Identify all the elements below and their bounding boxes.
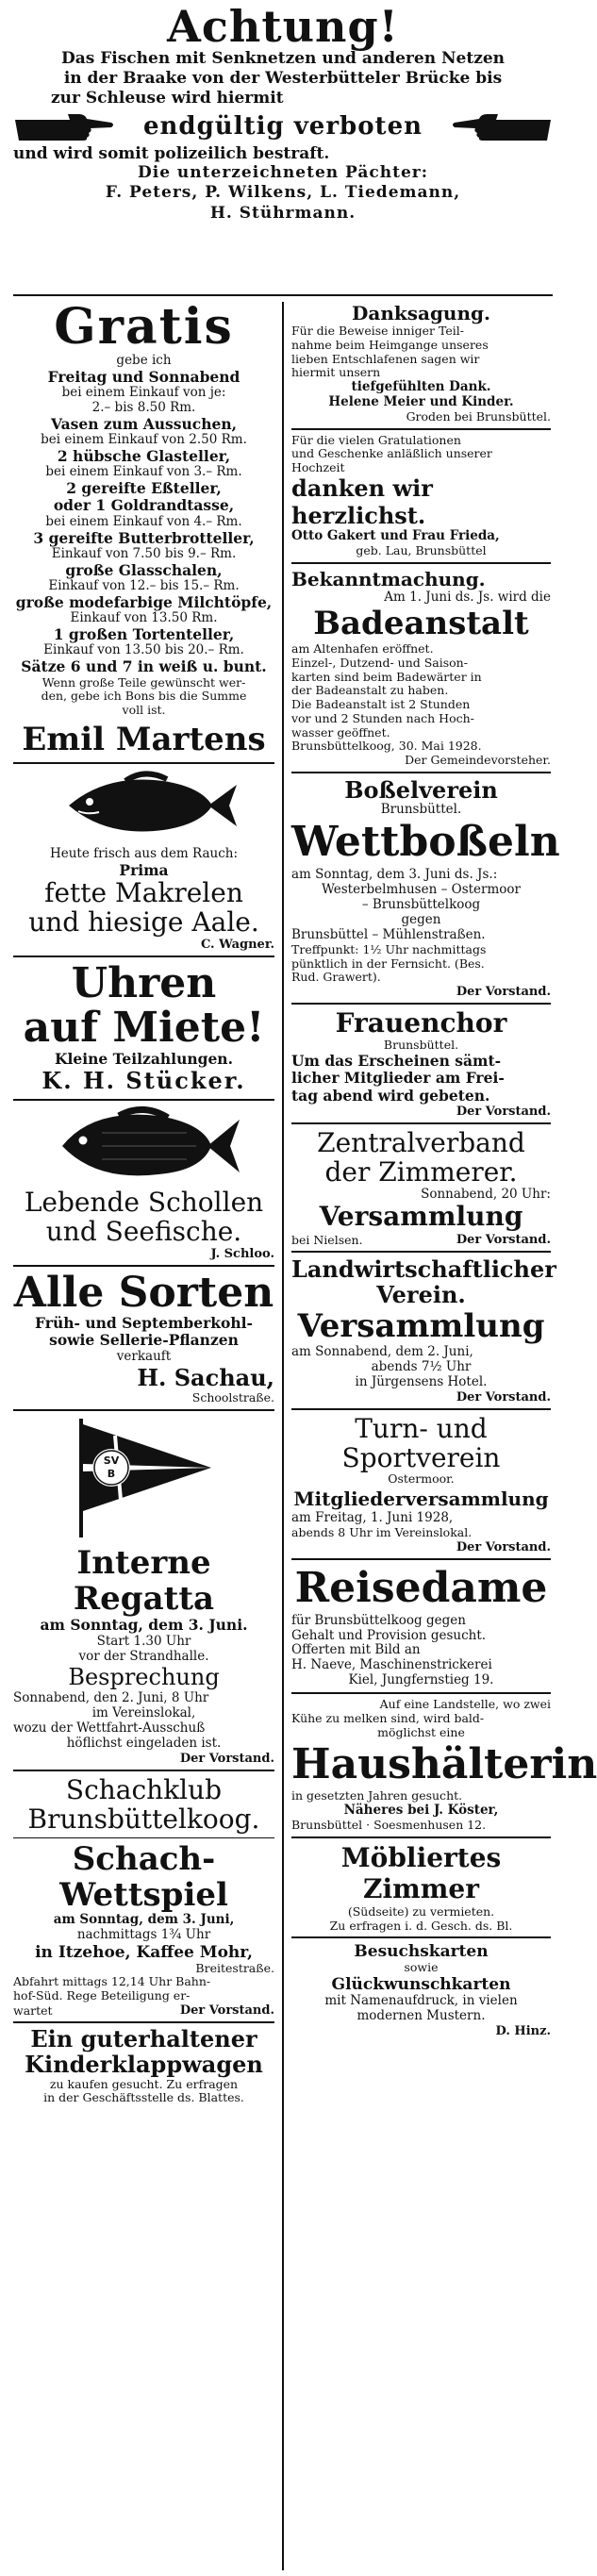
- notice-highlight: endgültig verboten: [142, 111, 423, 141]
- frauenchor-place: Brunsbüttel.: [383, 1038, 459, 1053]
- badeanstalt-line: Die Badeanstalt ist 2 Stunden: [291, 697, 471, 712]
- schach-line: am Sonntag, dem 3. Juni,: [53, 1911, 235, 1927]
- gratulation-signed: Otto Gakert und Frau Frieda,: [291, 528, 500, 544]
- badeanstalt-line: Einzel-, Dutzend- und Saison-: [291, 655, 468, 670]
- gratis-line: gebe ich: [116, 352, 172, 368]
- frauenchor-title: Frauenchor: [335, 1007, 507, 1039]
- kinderwagen-line: in der Geschäftsstelle ds. Blattes.: [43, 2090, 244, 2105]
- haushaelterin-line: Kühe zu melken sind, wird bald-: [291, 1711, 485, 1725]
- regatta-subtitle: Besprechung: [68, 1664, 220, 1691]
- schach-line: Abfahrt mittags 12,14 Uhr Bahn-: [13, 1974, 211, 1989]
- regatta-place: vor der Strandhalle.: [78, 1648, 209, 1664]
- gratulation-line: Für die vielen Gratulationen: [291, 432, 461, 447]
- haushaelterin-line: möglichst eine: [377, 1724, 465, 1739]
- badeanstalt-ad: [291, 568, 551, 768]
- schach-club: Schachklub: [65, 1773, 223, 1805]
- schach-line: in Itzehoe, Kaffee Mohr,: [35, 1942, 253, 1962]
- gratis-line: Einkauf von 13.50 bis 20.– Rm.: [43, 642, 244, 658]
- divider: [291, 1692, 551, 1694]
- danksagung-title: Danksagung.: [352, 302, 490, 324]
- bosseln-line: Brunsbüttel – Mühlenstraßen.: [291, 926, 486, 942]
- gratis-line: Sätze 6 und 7 in weiß u. bunt.: [21, 657, 267, 676]
- badeanstalt-big: Badeanstalt: [313, 605, 529, 643]
- kinderwagen-title: Kinderklappwagen: [25, 2050, 263, 2078]
- gratis-signature: Emil Martens: [22, 720, 266, 758]
- uhren-title: Uhren: [71, 958, 217, 1007]
- top-notice: [13, 1, 553, 224]
- bosseln-title: Brunsbüttel.: [380, 802, 462, 818]
- bosseln-title: Boßelverein: [344, 775, 498, 804]
- gratis-line: Einkauf von 12.– bis 15.– Rm.: [48, 578, 240, 594]
- bosseln-line: am Sonntag, dem 3. Juni ds. Js.:: [291, 867, 498, 883]
- divider: [13, 1837, 274, 1838]
- uhren-title: auf Miete!: [23, 1004, 265, 1053]
- bosseln-signature: Der Vorstand.: [456, 985, 551, 1000]
- notice-signed-intro: Die unterzeichneten Pächter:: [138, 163, 428, 183]
- reisedame-line: Gehalt und Provision gesucht.: [291, 1627, 487, 1643]
- karten-line: modernen Mustern.: [357, 2008, 486, 2024]
- zimmerer-line: Sonnabend, 20 Uhr:: [421, 1186, 551, 1202]
- zimmerer-footer: [291, 1233, 551, 1247]
- karten-line: sowie: [404, 1960, 439, 1975]
- gratis-line: bei einem Einkauf von je:: [61, 384, 226, 400]
- makrelen-line: fette Makrelen: [44, 877, 243, 909]
- badeanstalt-line: karten sind beim Badewärter in: [291, 669, 482, 684]
- gratis-line: bei einem Einkauf von 4.– Rm.: [45, 513, 242, 529]
- gratis-line: bei einem Einkauf von 2.50 Rm.: [41, 431, 247, 447]
- landwirt-line: abends 7½ Uhr: [371, 1358, 472, 1374]
- badeanstalt-line: Am 1. Juni ds. Js. wird die: [384, 590, 551, 606]
- schach-title: Schach-Wettspiel: [59, 1839, 228, 1914]
- danksagung-ad: [291, 302, 551, 424]
- gratis-line: bei einem Einkauf von 3.– Rm.: [45, 464, 242, 480]
- sorten-ad: [13, 1268, 274, 1406]
- bosseln-line: Treffpunkt: 1½ Uhr nachmittags: [291, 941, 487, 956]
- frauenchor-signature: Der Vorstand.: [456, 1104, 551, 1119]
- notice-title: Achtung!: [167, 1, 399, 52]
- notice-line: zur Schleuse wird hiermit: [51, 88, 284, 108]
- landwirt-title: Landwirtschaftlicher: [291, 1255, 556, 1283]
- zimmer-line: Zu erfragen i. d. Gesch. ds. Bl.: [329, 1918, 513, 1933]
- reisedame-line: für Brunsbüttelkoog gegen: [291, 1612, 466, 1628]
- schach-line: wartet: [13, 2003, 53, 2018]
- badeanstalt-line: wasser geöffnet.: [291, 724, 390, 740]
- landwirt-ad: [291, 1255, 556, 1404]
- pennant-letters: SV: [103, 1454, 119, 1468]
- uhren-signature: K. H. Stücker.: [41, 1067, 246, 1095]
- haushaelterin-line: Brunsbüttel · Soesmenhusen 12.: [291, 1817, 487, 1832]
- zimmerer-big: Versammlung: [319, 1201, 523, 1233]
- karten-line: mit Namenaufdruck, in vielen: [324, 1993, 518, 2009]
- schach-signature: Der Vorstand.: [179, 2003, 274, 2018]
- regatta-signature: Der Vorstand.: [179, 1751, 274, 1766]
- regatta-start: Start 1.30 Uhr: [96, 1633, 191, 1649]
- fish-icon: [45, 1105, 243, 1184]
- danksagung-line: nahme beim Heimgange unseres: [291, 337, 489, 352]
- schach-line: nachmittags 1¾ Uhr: [76, 1926, 211, 1942]
- pointing-hand-left-icon: [449, 110, 553, 142]
- kinderwagen-ad: [13, 2024, 274, 2105]
- regatta-title: Interne Regatta: [73, 1544, 215, 1619]
- divider: [291, 772, 551, 773]
- reisedame-line: Kiel, Jungfernstieg 19.: [348, 1672, 494, 1688]
- badeanstalt-date: Brunsbüttelkoog, 30. Mai 1928.: [291, 739, 482, 754]
- divider: [291, 1003, 551, 1005]
- landwirt-line: am Sonnabend, dem 2. Juni,: [291, 1343, 473, 1359]
- schollen-signature: J. Schloo.: [210, 1246, 274, 1261]
- divider: [291, 1936, 551, 1938]
- badeanstalt-signature: Der Gemeindevorsteher.: [405, 753, 551, 768]
- karten-line: Besuchskarten: [354, 1942, 489, 1962]
- gratis-line: voll ist.: [122, 703, 166, 718]
- turn-big: Mitgliederversammlung: [293, 1487, 549, 1511]
- zimmerer-ad: [291, 1128, 551, 1247]
- haushaelterin-ad: [291, 1697, 597, 1832]
- notice-line: und wird somit polizeilich bestraft.: [13, 143, 330, 163]
- club-pennant-icon: [74, 1417, 215, 1539]
- notice-highlight-row: [13, 110, 553, 142]
- divider: [13, 2021, 274, 2023]
- divider: [13, 1265, 274, 1267]
- kinderwagen-line: zu kaufen gesucht. Zu erfragen: [49, 2076, 239, 2091]
- schach-line: hof-Süd. Rege Beteiligung er-: [13, 1988, 191, 2003]
- haushaelterin-line: Näheres bei J. Köster,: [343, 1803, 499, 1819]
- regatta-body: im Vereinslokal,: [91, 1705, 196, 1721]
- turn-ad: [291, 1414, 551, 1554]
- haushaelterin-line: Auf eine Landstelle, wo zwei: [379, 1697, 551, 1712]
- svg-text:B: B: [107, 1468, 115, 1481]
- gratis-line: Freitag und Sonnabend: [47, 367, 240, 386]
- gratis-line: Einkauf von 13.50 Rm.: [70, 610, 218, 626]
- notice-names: F. Peters, P. Wilkens, L. Tiedemann,: [105, 183, 461, 203]
- gratis-line: große Glasschalen,: [65, 560, 223, 579]
- badeanstalt-line: am Altenhafen eröffnet.: [291, 641, 434, 656]
- danksagung-signed: Helene Meier und Kinder.: [328, 393, 514, 409]
- top-divider: [13, 294, 553, 296]
- bosseln-line: gegen: [401, 911, 441, 927]
- makrelen-ad: [13, 768, 274, 952]
- bosseln-line: Rud. Grawert).: [291, 970, 381, 985]
- regatta-body: höflichst eingeladen ist.: [66, 1735, 222, 1751]
- gratis-line: 1 großen Tortenteller,: [53, 625, 235, 644]
- turn-line: abends 8 Uhr im Vereinslokal.: [291, 1525, 473, 1540]
- makrelen-prima: Prima: [119, 860, 169, 879]
- schach-ad: [13, 1775, 274, 2018]
- turn-place: Ostermoor.: [388, 1471, 455, 1487]
- divider: [291, 428, 551, 430]
- danksagung-line: lieben Entschlafenen sagen wir: [291, 351, 480, 366]
- landwirt-title: Verein.: [376, 1281, 466, 1309]
- divider: [13, 1409, 274, 1411]
- gratulation-signed: geb. Lau, Brunsbüttel: [356, 543, 487, 558]
- reisedame-line: Offerten mit Bild an: [291, 1642, 421, 1658]
- gratis-ad: [13, 298, 274, 758]
- sorten-line: sowie Sellerie-Pflanzen: [49, 1331, 239, 1350]
- gratulation-line: Hochzeit: [291, 460, 345, 475]
- bosseln-line: – Brunsbüttelkoog: [361, 897, 481, 913]
- danksagung-line: Für die Beweise inniger Teil-: [291, 324, 464, 338]
- gratis-line: Vasen zum Aussuchen,: [50, 414, 238, 433]
- zimmerer-signature: Der Vorstand.: [456, 1232, 551, 1247]
- divider: [291, 1836, 551, 1838]
- karten-signature: D. Hinz.: [495, 2024, 551, 2039]
- landwirt-line: in Jürgensens Hotel.: [355, 1373, 488, 1389]
- reisedame-ad: [291, 1564, 551, 1688]
- schach-line: Breitestraße.: [195, 1960, 274, 1975]
- gratulation-ad: [291, 434, 551, 559]
- fish-icon: [50, 768, 239, 843]
- frauenchor-line: Um das Erscheinen sämt-: [291, 1051, 502, 1070]
- haushaelterin-line: in gesetzten Jahren gesucht.: [291, 1788, 463, 1803]
- notice-line: Das Fischen mit Senknetzen und anderen Netzen: [60, 49, 506, 69]
- danksagung-line: tiefgefühlten Dank.: [351, 379, 491, 394]
- divider: [291, 1251, 551, 1253]
- bosseln-big: Wettboßeln: [291, 818, 560, 867]
- reisedame-title: Reisedame: [294, 1563, 548, 1612]
- frauenchor-line: tag abend wird gebeten.: [291, 1086, 490, 1105]
- makrelen-signature: C. Wagner.: [200, 937, 274, 952]
- badeanstalt-line: vor und 2 Stunden nach Hoch-: [291, 710, 474, 725]
- regatta-body: wozu der Wettfahrt-Ausschuß: [13, 1720, 206, 1737]
- gratis-line: oder 1 Goldrandtasse,: [53, 496, 235, 515]
- karten-line: Glückwunschkarten: [331, 1975, 511, 1995]
- landwirt-signature: Der Vorstand.: [456, 1389, 551, 1404]
- schollen-ad: [13, 1105, 274, 1261]
- zimmer-ad: [291, 1842, 551, 1934]
- zimmerer-line: bei Nielsen.: [291, 1232, 363, 1247]
- left-column: [13, 298, 282, 2570]
- zimmer-line: (Südseite) zu vermieten.: [347, 1903, 495, 1919]
- turn-title: Sportverein: [341, 1442, 501, 1474]
- divider: [13, 762, 274, 764]
- gratis-line: 2.– bis 8.50 Rm.: [91, 399, 196, 415]
- uhren-sub: Kleine Teilzahlungen.: [55, 1049, 233, 1068]
- ad-columns: [13, 298, 597, 2570]
- bosseln-line: pünktlich in der Fernsicht. (Bes.: [291, 956, 485, 971]
- divider: [291, 1122, 551, 1124]
- pointing-hand-right-icon: [13, 110, 117, 142]
- divider: [291, 1408, 551, 1410]
- danksagung-line: hiermit unsern: [291, 365, 381, 380]
- danksagung-place: Groden bei Brunsbüttel.: [406, 408, 551, 424]
- schach-footer: [13, 2003, 274, 2018]
- divider: [291, 562, 551, 564]
- zimmer-big: Möbliertes Zimmer: [340, 1841, 502, 1905]
- sorten-line: verkauft: [116, 1348, 172, 1364]
- badeanstalt-line: der Badeanstalt zu haben.: [291, 683, 449, 698]
- karten-ad: [291, 1942, 551, 2038]
- zimmerer-title: der Zimmerer.: [324, 1156, 518, 1188]
- turn-line: am Freitag, 1. Juni 1928,: [291, 1510, 454, 1526]
- sorten-signature: H. Sachau,: [137, 1363, 274, 1391]
- gratis-line: 3 gereifte Butterbrotteller,: [33, 528, 255, 547]
- badeanstalt-heading: Bekanntmachung.: [291, 568, 486, 591]
- gratis-line: große modefarbige Milchtöpfe,: [15, 592, 273, 611]
- right-column: [282, 302, 597, 2570]
- divider: [13, 1770, 274, 1771]
- regatta-ad: [13, 1417, 274, 1766]
- zimmerer-title: Zentralverband: [317, 1126, 525, 1158]
- turn-signature: Der Vorstand.: [456, 1539, 551, 1554]
- makrelen-line: und hiesige Aale.: [28, 906, 259, 938]
- notice-names: H. Stührmann.: [209, 203, 357, 223]
- divider: [13, 1099, 274, 1101]
- gratulation-line: und Geschenke anläßlich unserer: [291, 446, 492, 461]
- sorten-line: Früh- und Septemberkohl-: [35, 1314, 253, 1333]
- gratulation-big: danken wir herzlichst.: [291, 474, 433, 529]
- divider: [291, 1558, 551, 1560]
- schollen-line: und Seefische.: [45, 1216, 242, 1248]
- gratis-line: 2 hübsche Glasteller,: [57, 446, 231, 465]
- frauenchor-ad: [291, 1008, 551, 1119]
- gratis-line: den, gebe ich Bons bis die Summe: [41, 689, 247, 704]
- gratis-line: 2 gereifte Eßteller,: [66, 479, 222, 498]
- bosseln-ad: [291, 775, 560, 1000]
- frauenchor-line: licher Mitglieder am Frei-: [291, 1069, 505, 1088]
- makrelen-intro: Heute frisch aus dem Rauch:: [49, 845, 239, 861]
- regatta-body: Sonnabend, den 2. Juni, 8 Uhr: [13, 1690, 209, 1706]
- bosseln-line: Westerbelmhusen – Ostermoor: [321, 882, 522, 898]
- divider: [13, 956, 274, 957]
- schach-club: Brunsbüttelkoog.: [27, 1803, 260, 1836]
- regatta-date: am Sonntag, dem 3. Juni.: [40, 1616, 248, 1635]
- haushaelterin-big: Haushälterin: [291, 1739, 597, 1788]
- gratis-line: Einkauf von 7.50 bis 9.– Rm.: [51, 545, 237, 561]
- sorten-title: Alle Sorten: [13, 1268, 274, 1317]
- landwirt-big: Versammlung: [297, 1306, 545, 1345]
- notice-line: in der Braake von der Westerbütteler Brücke bis: [63, 69, 503, 89]
- gratis-line: Wenn große Teile gewünscht wer-: [41, 674, 246, 690]
- uhren-ad: [13, 958, 274, 1095]
- gratis-title: Gratis: [54, 298, 234, 356]
- sorten-street: Schoolstraße.: [191, 1390, 274, 1405]
- schollen-line: Lebende Schollen: [24, 1186, 264, 1218]
- turn-title: Turn- und: [355, 1412, 488, 1444]
- reisedame-line: H. Naeve, Maschinenstrickerei: [291, 1657, 492, 1673]
- kinderwagen-title: Ein guterhaltener: [30, 2024, 257, 2052]
